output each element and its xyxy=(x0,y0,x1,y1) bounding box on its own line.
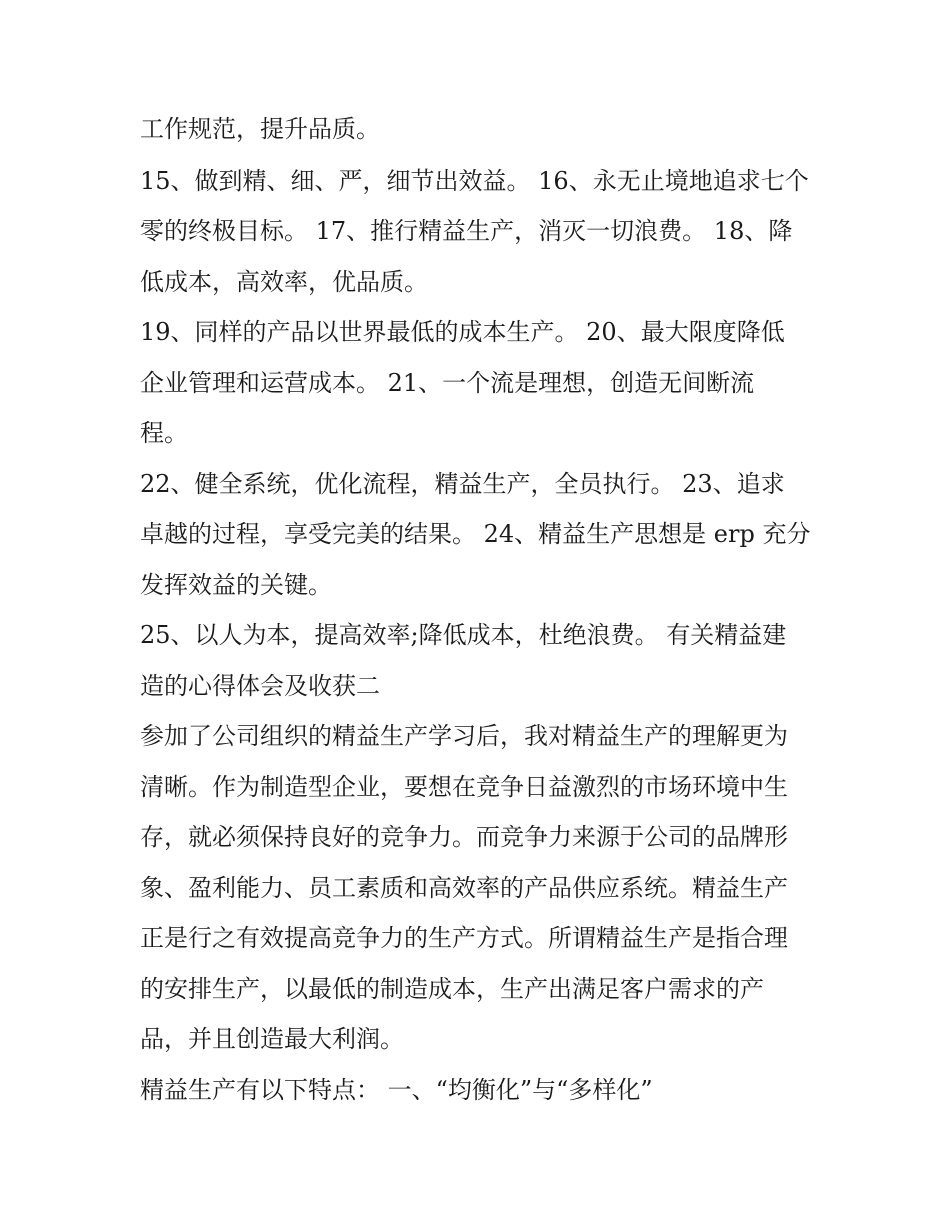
text-line: 25、以人为本，提高效率;降低成本，杜绝浪费。 有关精益建 xyxy=(140,621,787,649)
text-line: 发挥效益的关键。 xyxy=(140,571,332,599)
text-line: 参加了公司组织的精益生产学习后，我对精益生产的理解更为 xyxy=(140,722,788,750)
text-line: 象、盈利能力、员工素质和高效率的产品供应系统。精益生产 xyxy=(140,874,788,902)
text-line: 精益生产有以下特点： 一、“均衡化”与“多样化” xyxy=(140,1076,653,1104)
text-line: 企业管理和运营成本。 21、一个流是理想，创造无间断流 xyxy=(140,369,755,397)
text-line: 15、做到精、细、严，细节出效益。 16、永无止境地追求七个 xyxy=(140,167,809,195)
text-line: 清晰。作为制造型企业，要想在竞争日益激烈的市场环境中生 xyxy=(140,773,788,801)
text-line: 19、同样的产品以世界最低的成本生产。 20、最大限度降低 xyxy=(140,318,785,346)
text-line: 品，并且创造最大利润。 xyxy=(140,1025,404,1053)
text-line: 卓越的过程，享受完美的结果。 24、精益生产思想是 erp 充分 xyxy=(140,520,811,548)
text-line: 零的终极目标。 17、推行精益生产，消灭一切浪费。 18、降 xyxy=(140,217,793,245)
text-line: 的安排生产，以最低的制造成本，生产出满足客户需求的产 xyxy=(140,975,764,1003)
text-line: 程。 xyxy=(140,419,188,447)
text-line: 22、健全系统，优化流程，精益生产，全员执行。 23、追求 xyxy=(140,470,785,498)
text-line: 正是行之有效提高竞争力的生产方式。所谓精益生产是指合理 xyxy=(140,924,788,952)
text-line: 造的心得体会及收获二 xyxy=(140,672,380,700)
text-line: 低成本，高效率，优品质。 xyxy=(140,268,428,296)
text-line: 工作规范，提升品质。 xyxy=(140,115,380,143)
text-line: 存，就必须保持良好的竞争力。而竞争力来源于公司的品牌形 xyxy=(140,823,788,851)
